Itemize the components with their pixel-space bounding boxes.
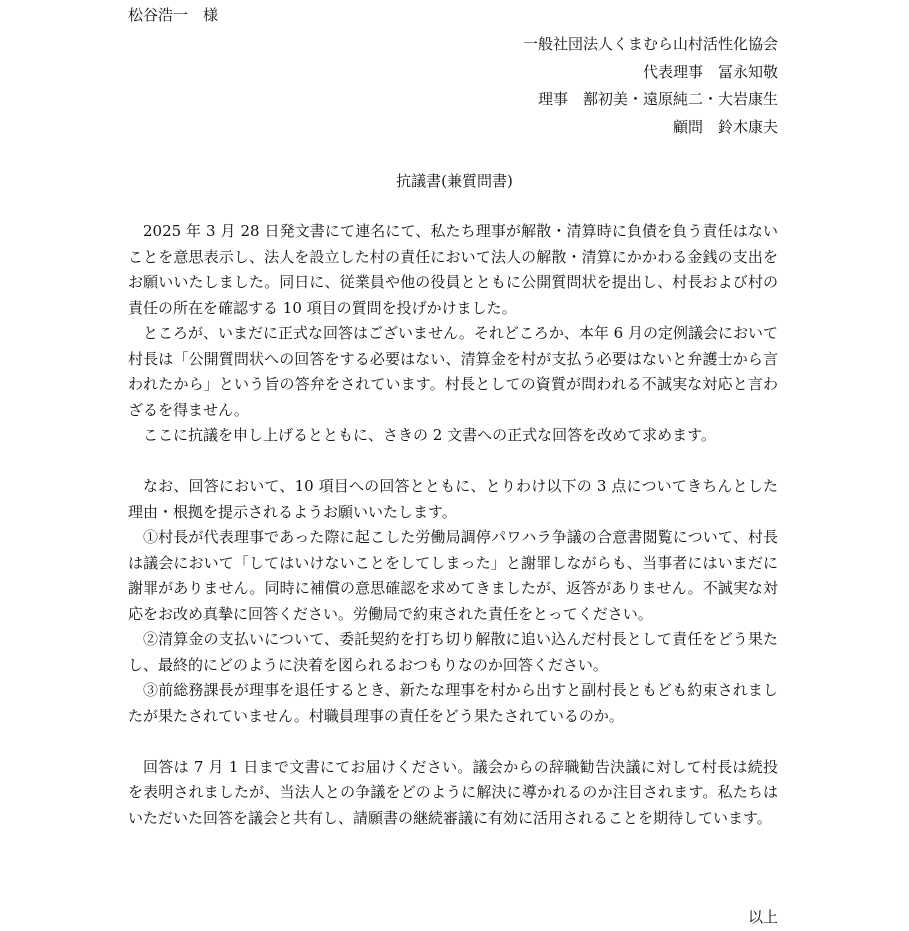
document-title: 抗議書(兼質問書) <box>396 172 513 190</box>
paragraph-no-response: ところが、いまだに正式な回答はございません。それどころか、本年 6 月の定例議会において村長は「公開質問状への回答をする必要はない、清算金を村が支払う必要はないと弁護士から言われたから」という旨の答弁をされています。村長としての資質が問われる不誠実な対応と言わざるを得ません。 <box>128 324 778 419</box>
list-item-1: ①村長が代表理事であった際に起こした労働局調停パワハラ争議の合意書閲覧について、村長は議会において「してはいけないことをしてしまった」と謝罪しながらも、当事者にはいまだに謝罪がありません。同時に補償の意思確認を求めてきましたが、返答がありません。不誠実な対応をお改め真摯に回答ください。労働局で約束された責任をとってください。 <box>128 528 778 623</box>
sender-representative: 代表理事 冨永知敬 <box>642 62 778 81</box>
paragraph-request: なお、回答において、10 項目への回答とともに、とりわけ以下の 3 点についてきちんとした理由・根拠を提示されるようお願いいたします。 <box>128 477 778 521</box>
sender-block <box>523 31 778 141</box>
paragraph-deadline: 回答は 7 月 1 日まで文書にてお届けください。議会からの辞職勧告決議に対して村長は続投を表明されましたが、当法人との争議をどのように解決に導かれるのか注目されます。私たちはいただいた回答を議会と共有し、請願書の継続審議に有効に活用されることを期待しています。 <box>128 757 778 827</box>
list-item-3: ③前総務課長が理事を退任するとき、新たな理事を村から出すと副村長ともども約束されましたが果たされていません。村職員理事の責任をどう果たされているのか。 <box>128 681 778 725</box>
sender-directors: 理事 鄯初美・遠原純二・大岩康生 <box>537 90 778 108</box>
letter-body <box>128 219 778 831</box>
addressee: 松谷浩一 様 <box>128 6 219 24</box>
paragraph-background: 2025 年 3 月 28 日発文書にて連名にて、私たち理事が解散・清算時に負債を負う責任はないことを意思表示し、法人を設立した村の責任において法人の解散・清算にかかわる金銭の支出をお願いいたしました。同日に、従業員や他の役員とともに公開質問状を提出し、村長および村の責任の所在を確認する 10 項目の質問を投げかけました。 <box>128 222 778 317</box>
sender-organization: 一般社団法人くまむら山村活性化協会 <box>522 35 778 53</box>
list-item-2: ②清算金の支払いについて、委託契約を打ち切り解散に追い込んだ村長として責任をどう果たし、最終的にどのように決着を図られるおつもりなのか回答ください。 <box>128 630 778 674</box>
sender-advisor: 顧問 鈴木康夫 <box>672 117 778 136</box>
paragraph-protest: ここに抗議を申し上げるとともに、さきの 2 文書への正式な回答を改めて求めます。 <box>143 426 716 444</box>
closing-mark: 以上 <box>747 908 778 926</box>
